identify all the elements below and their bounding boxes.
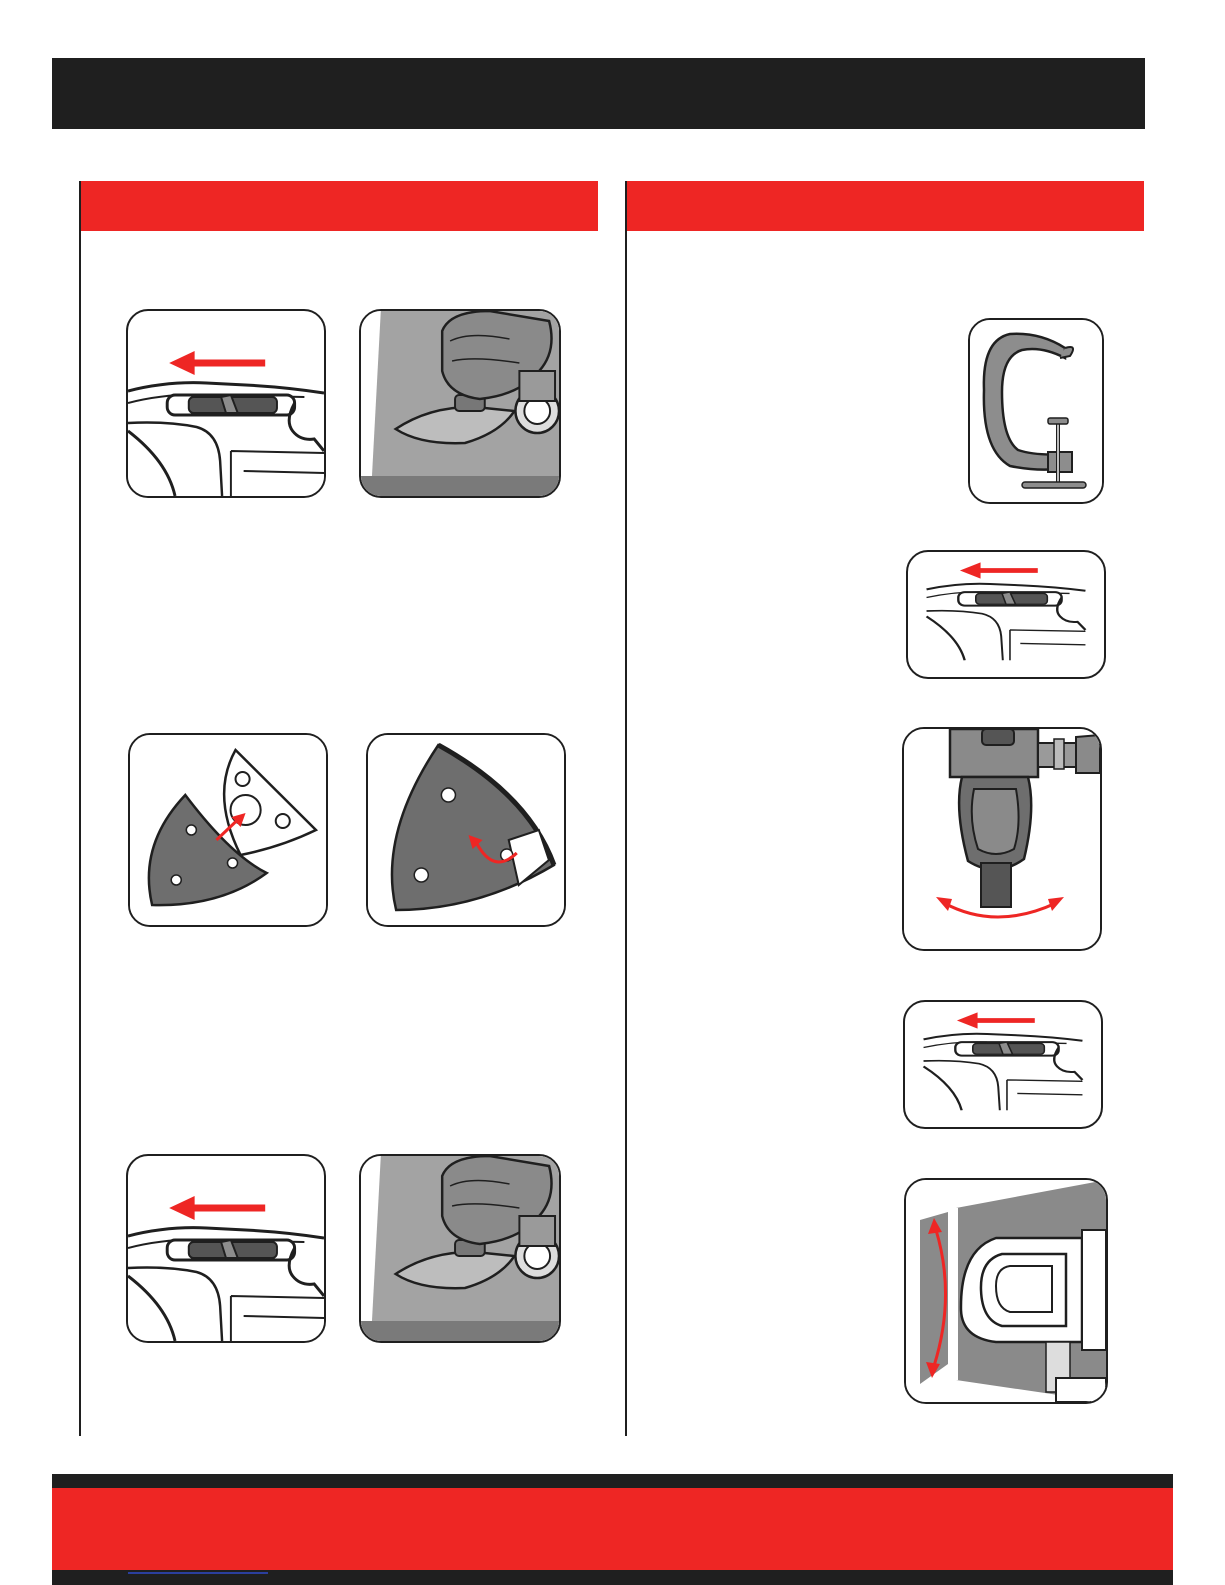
rotate-sanding-sheet-icon: [366, 733, 566, 927]
slide-switch-forward-icon: [906, 550, 1106, 679]
footer-red-band: [52, 1488, 1173, 1570]
oscillating-blade-wall-icon: [904, 1178, 1108, 1404]
tool-sanding-surface-icon: [359, 309, 561, 498]
oscillating-blade-plunge-icon: [902, 727, 1102, 951]
footer-link-underline[interactable]: [128, 1572, 268, 1574]
c-clamp-icon: [968, 318, 1104, 504]
slide-switch-forward-icon: [126, 309, 326, 498]
attach-sanding-pad-icon: [128, 733, 328, 927]
right-column-rule: [625, 181, 627, 1436]
slide-switch-forward-icon: [903, 1000, 1103, 1129]
left-column-rule: [79, 181, 81, 1436]
left-section-header: [80, 181, 598, 231]
footer-dark-strip: [52, 1474, 1173, 1488]
slide-switch-forward-icon: [126, 1154, 326, 1343]
top-title-bar: [52, 58, 1145, 129]
tool-sanding-surface-icon: [359, 1154, 561, 1343]
right-section-header: [626, 181, 1144, 231]
